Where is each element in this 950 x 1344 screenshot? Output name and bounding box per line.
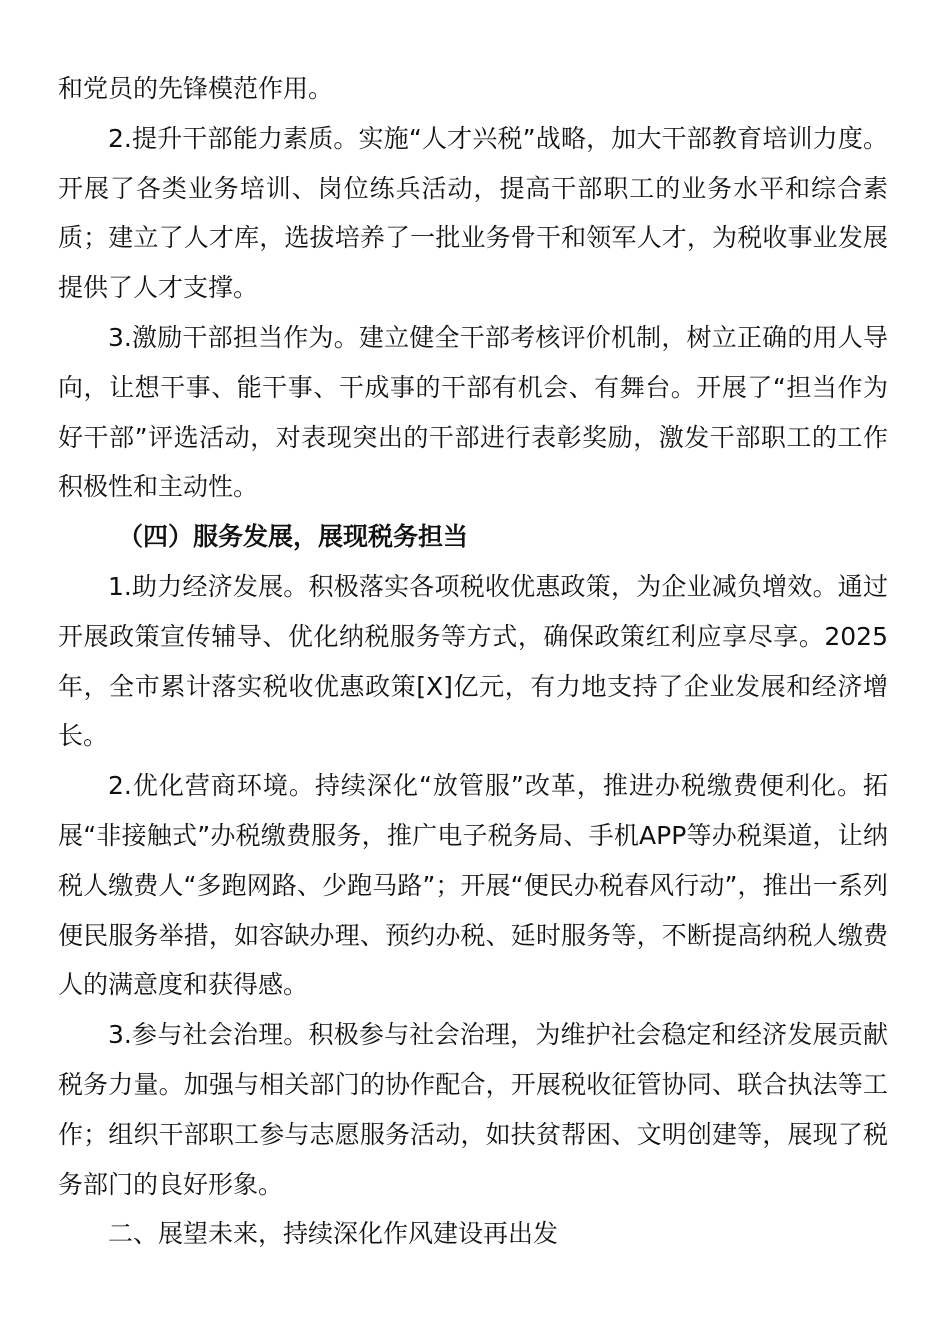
paragraph-motivate-cadres: 3.激励干部担当作为。建立健全干部考核评价机制，树立正确的用人导向，让想干事、能干事、干成事的干部有机会、有舞台。开展了“担当作为好干部”评选活动，对表现突出的干部进行表彰奖励，激发干部职工的工作积极性和主动性。 <box>58 322 888 502</box>
paragraph-continuation: 和党员的先锋模范作用。 <box>58 74 334 103</box>
section-heading-four: （四）服务发展，展现税务担当 <box>118 522 469 552</box>
paragraph-economic-development: 1.助力经济发展。积极落实各项税收优惠政策，为企业减负增效。通过开展政策宣传辅导、优化纳税服务等方式，确保政策红利应享尽享。2025年，全市累计落实税收优惠政策[X]亿元，有力地支持了企业发展和经济增长。 <box>58 571 888 751</box>
paragraph-social-governance: 3.参与社会治理。积极参与社会治理，为维护社会稳定和经济发展贡献税务力量。加强与相关部门的协作配合，开展税收征管协同、联合执法等工作；组织干部职工参与志愿服务活动，如扶贫帮困、文明创建等，展现了税务部门的良好形象。 <box>58 1020 888 1199</box>
paragraph-business-environment: 2.优化营商环境。持续深化“放管服”改革，推进办税缴费便利化。拓展“非接触式”办税缴费服务，推广电子税务局、手机APP等办税渠道，让纳税人缴费人“多跑网路、少跑马路”；开展“便民办税春风行动”，推出一系列便民服务举措，如容缺办理、预约办税、延时服务等，不断提高纳税人缴费人的满意度和获得感。 <box>58 771 888 1000</box>
document-page <box>58 64 888 1259</box>
paragraph-improve-cadre-quality: 2.提升干部能力素质。实施“人才兴税”战略，加大干部教育培训力度。开展了各类业务培训、岗位练兵活动，提高干部职工的业务水平和综合素质；建立了人才库，选拔培养了一批业务骨干和领军人才，为税收事业发展提供了人才支撑。 <box>58 123 888 303</box>
section-heading-two: 二、展望未来，持续深化作风建设再出发 <box>108 1219 559 1249</box>
